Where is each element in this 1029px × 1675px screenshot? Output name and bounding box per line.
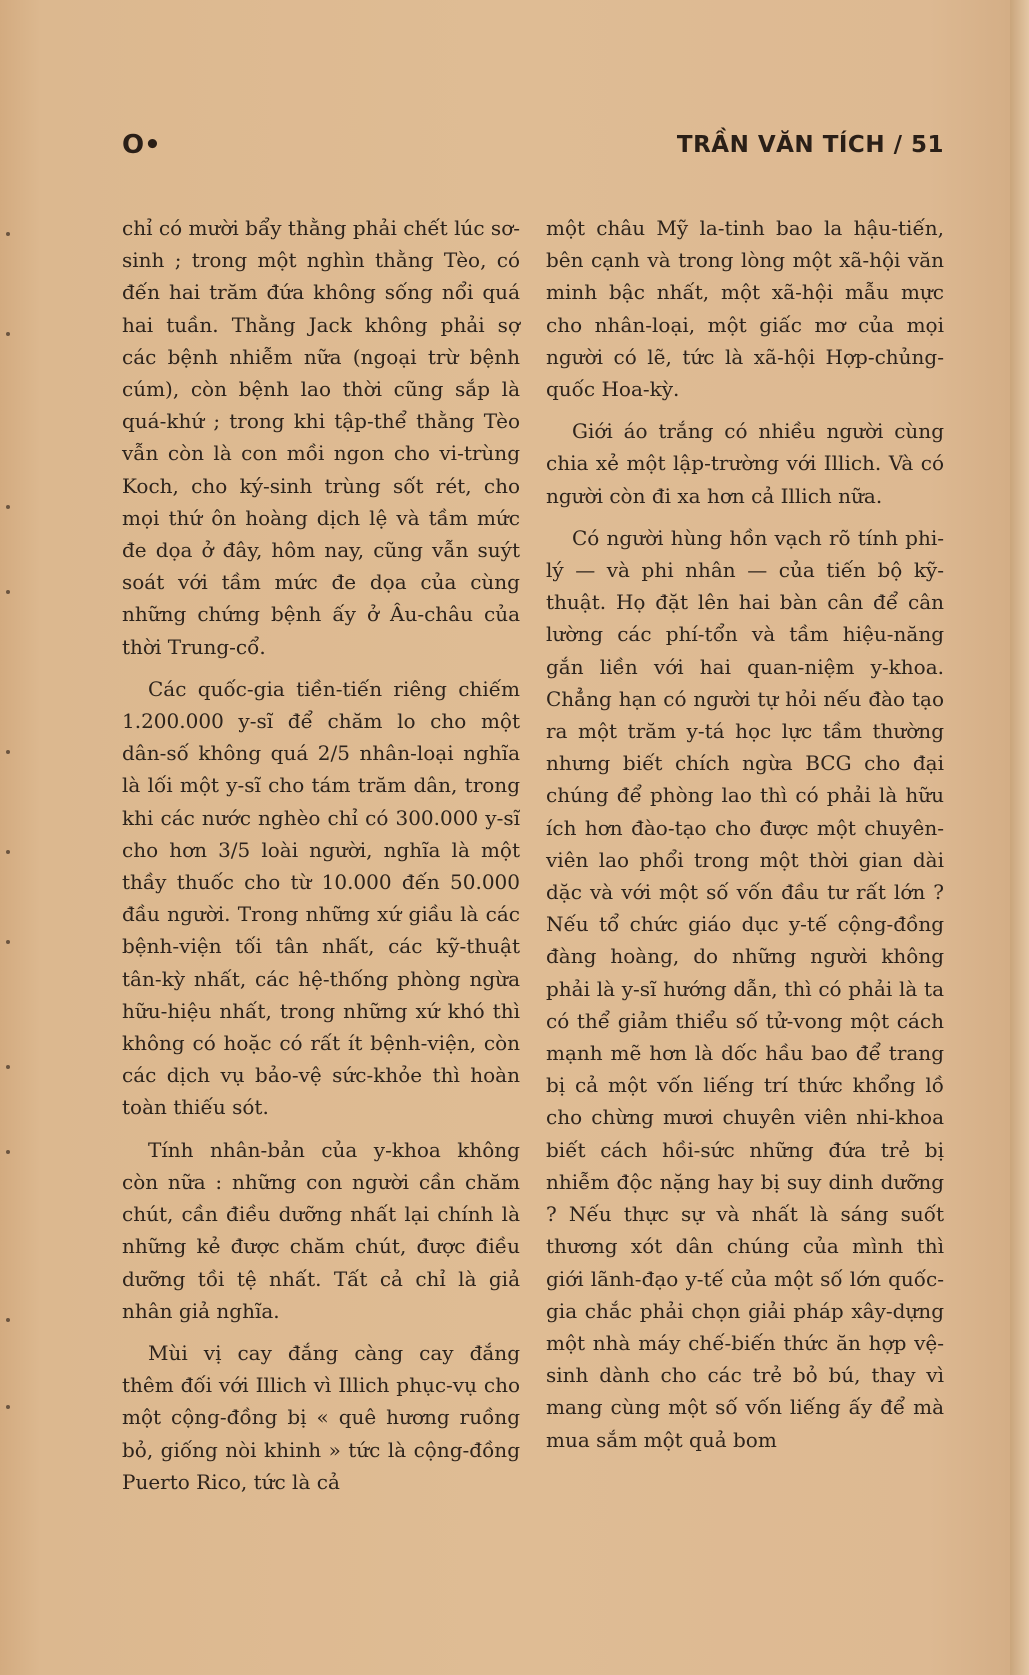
paragraph: Có người hùng hồn vạch rõ tính phi-lý — và phi nhân — của tiến bộ kỹ-thuật. Họ đặt lên hai bàn cân để cân lường các phí-tổn và tầm hiệu-năng gắn liền với hai quan-niệm y-khoa. Chẳng hạn có người tự hỏi nếu đào tạo ra một trăm y-tá học lực tầm thường nhưng biết chích ngừa BCG cho đại chúng để phòng lao thì có phải là hữu ích hơn đào-tạo cho được một chuyên-viên lao phổi trong một thời gian dài dặc và với một số vốn đầu tư rất lớn ? Nếu tổ chức giáo dục y-tế cộng-đồng đàng hoàng, do những người không phải là y-sĩ hướng dẫn, thì có phải là ta có thể giảm thiểu số tử-vong một cách mạnh mẽ hơn là dốc hầu bao để trang bị cả một vốn liếng trí thức khổng lồ cho chừng mươi chuyên viên nhi-khoa biết cách hồi-sức những đứa trẻ bị nhiễm độc nặng hay bị suy dinh dưỡng ? Nếu thực sự và nhất là sáng suốt thương xót dân chúng của mình thì giới lãnh-đạo y-tế của một số lớn quốc-gia chắc phải chọn giải pháp xây-dựng một nhà máy chế-biến thức ăn hợp vệ-sinh dành cho các trẻ bỏ bú, thay vì mang cùng một số vốn liếng ấy để mà mua sắm một quả bom [546,525,944,1452]
binding-hole [6,750,10,754]
binding-hole [6,590,10,594]
binding-hole [6,1065,10,1069]
binding-hole [6,232,10,236]
binding-hole [6,850,10,854]
binding-hole [6,332,10,336]
paragraph: một châu Mỹ la-tinh bao la hậu-tiến, bên cạnh và trong lòng một xã-hội văn minh bậc nhất, một xã-hội mẫu mực cho nhân-loại, một giấc mơ của mọi người có lẽ, tức là xã-hội Hợp-chủng-quốc Hoa-kỳ. [546,216,944,402]
running-head: TRẦN VĂN TÍCH / 51 [676,132,944,158]
binding-hole [6,505,10,509]
folio-mark: O• [122,130,161,160]
paragraph: Giới áo trắng có nhiều người cùng chia xẻ một lập-trường với Illich. Và có người còn đi xa hơn cả Illich nữa. [546,419,944,508]
binding-hole [6,1318,10,1322]
page-header [122,130,944,170]
page-edge [1010,0,1029,1675]
right-column [546,212,944,1466]
paragraph: Mùi vị cay đắng càng cay đắng thêm đối với Illich vì Illich phục-vụ cho một cộng-đồng bị « quê hương ruồng bỏ, giống nòi khinh » tức là cộng-đồng Puerto Rico, tức là cả [122,1340,520,1494]
paragraph: Tính nhân-bản của y-khoa không còn nữa : những con người cần chăm chút, cần điều dưỡng nhất lại chính là những kẻ được chăm chút, được điều dưỡng tồi tệ nhất. Tất cả chỉ là giả nhân giả nghĩa. [122,1137,520,1323]
left-column [122,212,520,1508]
binding-hole [6,1405,10,1409]
paragraph: Các quốc-gia tiền-tiến riêng chiếm 1.200.000 y-sĩ để chăm lo cho một dân-số không quá 2/5 nhân-loại nghĩa là lối một y-sĩ cho tám trăm dân, trong khi các nước nghèo chỉ có 300.000 y-sĩ cho hơn 3/5 loài người, nghĩa là một thầy thuốc cho từ 10.000 đến 50.000 đầu người. Trong những xứ giầu là các bệnh-viện tối tân nhất, các kỹ-thuật tân-kỳ nhất, các hệ-thống phòng ngừa hữu-hiệu nhất, trong những xứ khó thì không có hoặc có rất ít bệnh-viện, còn các dịch vụ bảo-vệ sức-khỏe thì hoàn toàn thiếu sót. [122,676,520,1120]
binding-hole [6,940,10,944]
binding-hole [6,1150,10,1154]
paragraph: chỉ có mười bẩy thằng phải chết lúc sơ-sinh ; trong một nghìn thằng Tèo, có đến hai trăm đứa không sống nổi quá hai tuần. Thằng Jack không phải sợ các bệnh nhiễm nữa (ngoại trừ bệnh cúm), còn bệnh lao thời cũng sắp là quá-khứ ; trong khi tập-thể thằng Tèo vẫn còn là con mồi ngon cho vi-trùng Koch, cho ký-sinh trùng sốt rét, cho mọi thứ ôn hoàng dịch lệ và tầm mức đe dọa ở đây, hôm nay, cũng vẫn suýt soát với tầm mức đe dọa của cùng những chứng bệnh ấy ở Âu-châu của thời Trung-cổ. [122,216,520,659]
